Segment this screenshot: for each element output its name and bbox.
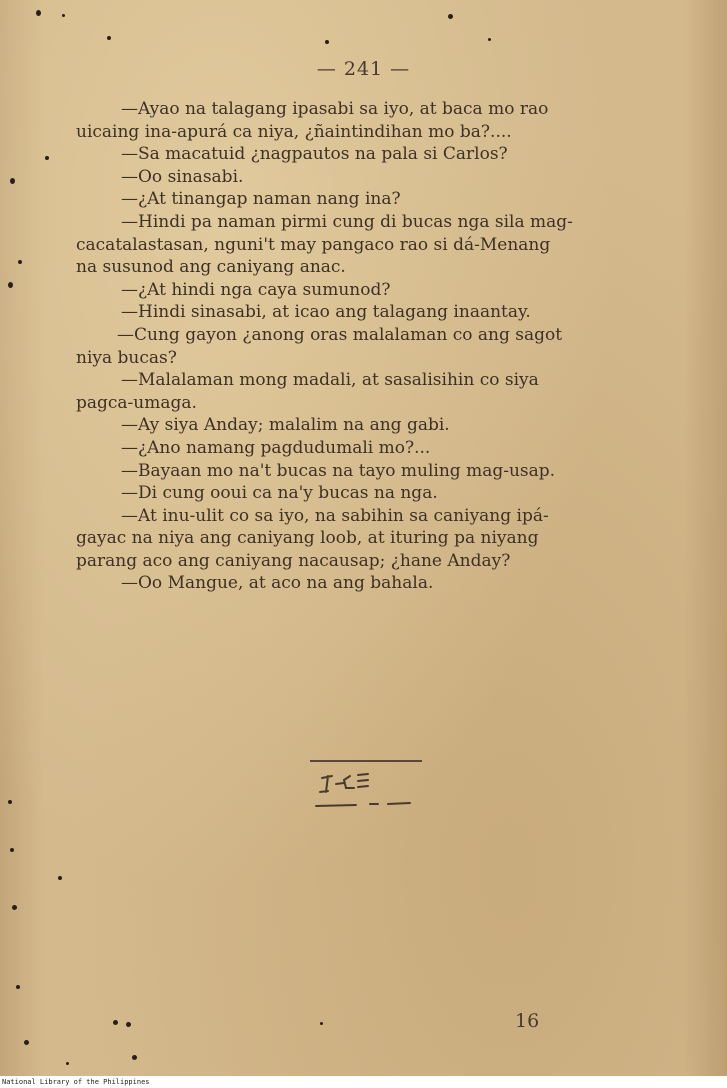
text-line: —Oo Mangue, at aco na ang bahala.: [121, 573, 434, 594]
text-line: —Ayao na talagang ipasabi sa iyo, at baca mo rao: [121, 99, 549, 119]
end-ornament: [314, 766, 424, 816]
text-line: parang aco ang caniyang nacausap; ¿hane Anday?: [76, 550, 511, 571]
text-line: pagca-umaga.: [76, 392, 197, 413]
text-line: —At inu-ulit co sa iyo, na sabihin sa caniyang ipá-: [121, 505, 549, 526]
text-line: —Malalaman mong madali, at sasalisihin co siya: [121, 370, 539, 391]
signature-mark: 16: [515, 1010, 540, 1032]
page-header: — 241 —: [316, 58, 411, 80]
text-line: —Hindi sinasabi, at icao ang talagang inaantay.: [121, 302, 531, 323]
text-line: —¿Ano namang pagdudumali mo?...: [121, 437, 431, 458]
text-line: na susunod ang caniyang anac.: [76, 257, 346, 278]
text-line: niya bucas?: [76, 347, 177, 368]
footer-credit: National Library of the Philippines: [0, 1076, 727, 1088]
text-line: —Ay siya Anday; malalim na ang gabi.: [121, 415, 450, 436]
text-line: —Oo sinasabi.: [121, 166, 244, 187]
text-line: —Bayaan mo na't bucas na tayo muling mag-usap.: [121, 460, 556, 481]
text-line: —¿At tinangap naman nang ina?: [121, 189, 401, 210]
text-line: —¿At hindi nga caya sumunod?: [121, 279, 391, 300]
text-line: —Di cung ooui ca na'y bucas na nga.: [121, 483, 438, 504]
text-line: —Cung gayon ¿anong oras malalaman co ang sagot: [117, 324, 563, 345]
text-line: uicaing ina-apurá ca niya, ¿ñaintindihan mo ba?....: [76, 121, 512, 142]
text-body: [76, 98, 662, 595]
text-line: gayac na niya ang caniyang loob, at ituring pa niyang: [76, 528, 539, 549]
text-line: cacatalastasan, nguni't may pangaco rao si dá-Menang: [76, 234, 551, 255]
text-line: —Hindi pa naman pirmi cung di bucas nga sila mag-: [121, 211, 573, 232]
text-line: —Sa macatuid ¿nagpautos na pala si Carlos?: [121, 144, 508, 165]
end-divider-rule: [310, 760, 422, 762]
